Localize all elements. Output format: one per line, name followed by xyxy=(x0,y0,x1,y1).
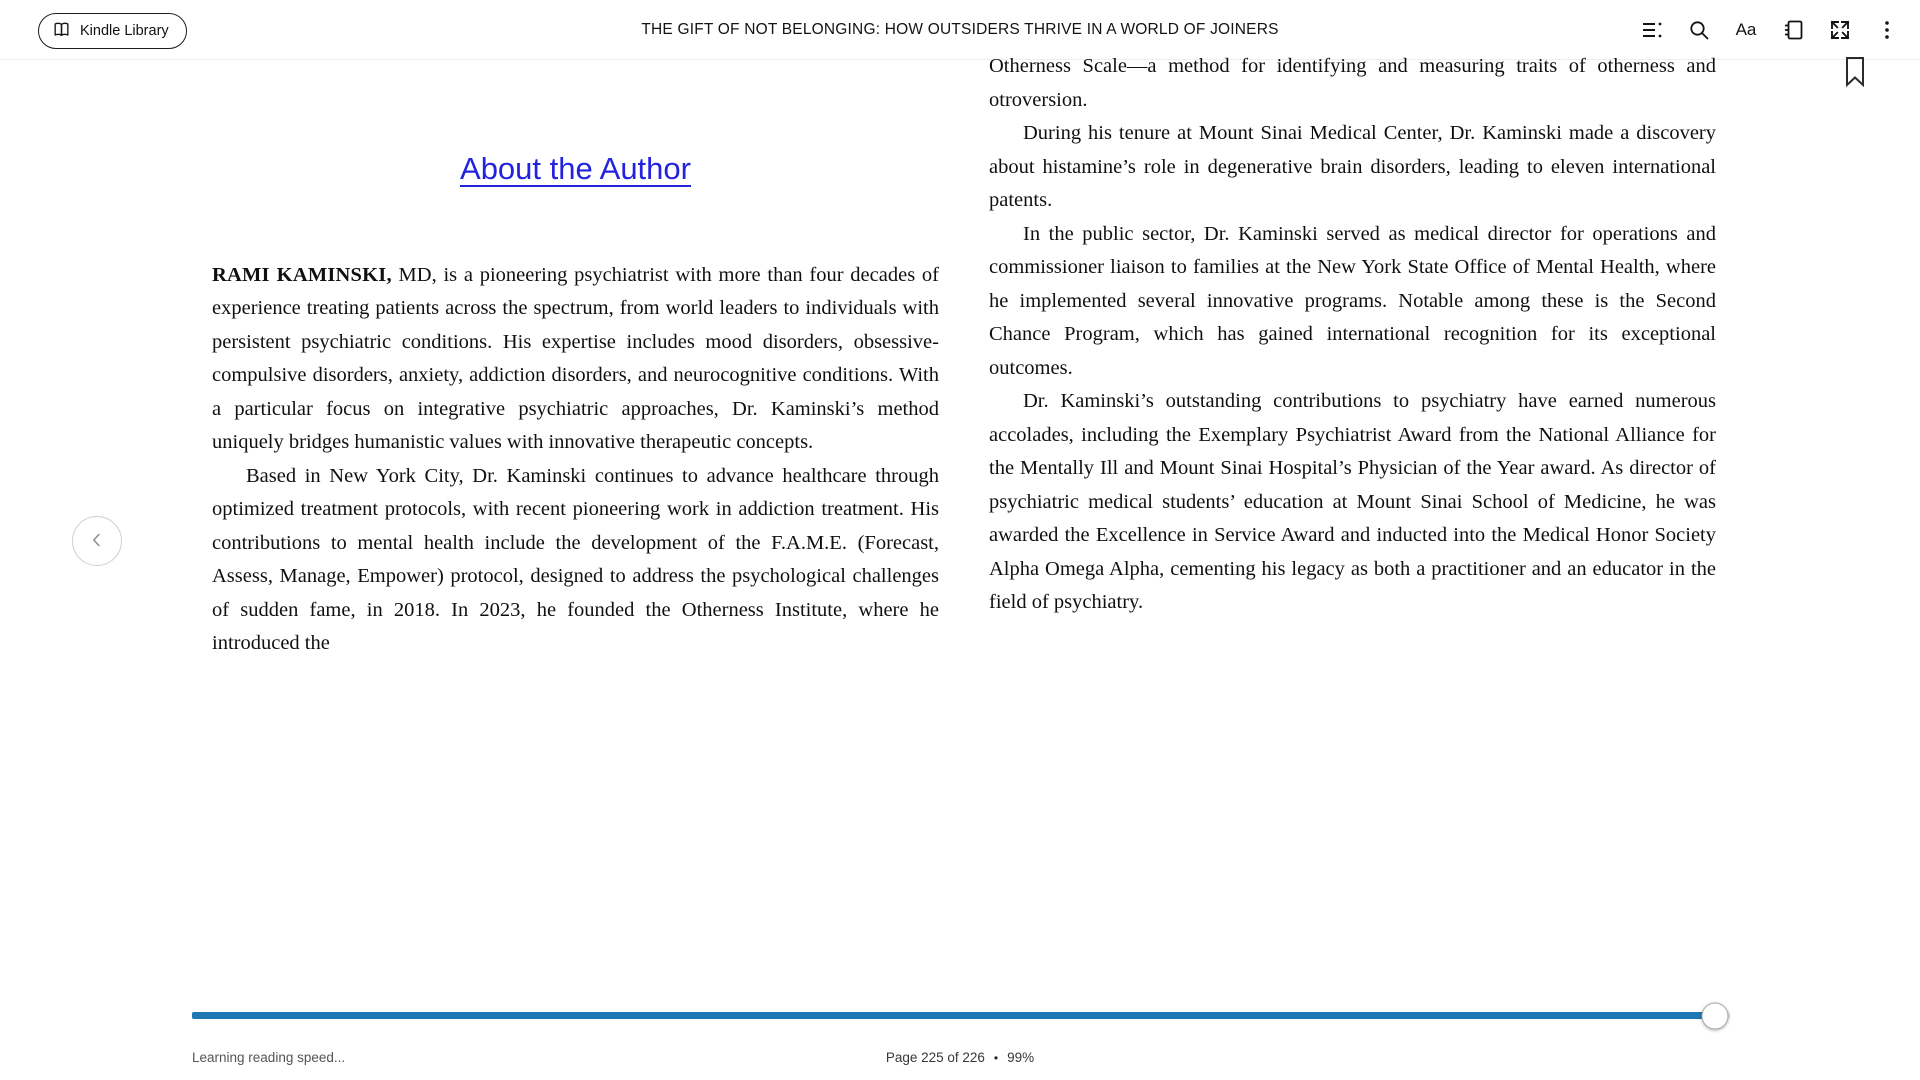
page-info xyxy=(0,1050,1920,1065)
paragraph: Otherness Scale—a method for identifying and measuring traits of otherness and otroversion. xyxy=(989,55,1716,111)
chevron-left-icon xyxy=(86,529,108,554)
page-label: Page 225 of 226 xyxy=(885,1050,985,1065)
reading-speed-status: Learning reading speed... xyxy=(192,1050,346,1065)
paragraph: Based in New York City, Dr. Kaminski continues to advance healthcare through optimized treatment protocols, with recent pioneering work in addiction treatment. His contributions to mental health include the development of the F.A.M.E. (Forecast, Assess, Manage, Empower) protocol, designed to address the psychological challenges of sudden fame, in 2018. In 2023, he founded the Otherness Institute, where he introduced the xyxy=(212,464,939,654)
overflow-menu-icon[interactable] xyxy=(1874,17,1900,43)
progress-slider[interactable] xyxy=(192,1012,1730,1019)
bookmark-icon[interactable] xyxy=(1842,56,1868,90)
author-name: RAMI KAMINSKI, xyxy=(212,263,392,286)
notebook-icon[interactable] xyxy=(1780,17,1806,43)
paragraph xyxy=(212,259,939,460)
book-title: THE GIFT OF NOT BELONGING: HOW OUTSIDERS THRIVE IN A WORLD OF JOINERS xyxy=(641,21,1279,38)
progress-fill xyxy=(192,1012,1715,1019)
fullscreen-icon[interactable] xyxy=(1827,17,1853,43)
separator-dot: • xyxy=(993,1050,999,1065)
paragraph-text: MD, is a pioneering psychiatrist with more than four decades of experience treating patients across the spectrum, from world leaders to individuals with persistent psychiatric conditions. His expertise includes mood disorders, obsessive-compulsive disorders, anxiety, addiction disorders, and neurocognitive conditions. With a particular focus on integrative psychiatric approaches, Dr. Kaminski’s method uniquely bridges humanistic values with innovative therapeutic concepts. xyxy=(212,263,939,453)
paragraph: During his tenure at Mount Sinai Medical Center, Dr. Kaminski made a discovery about histamine’s role in degenerative brain disorders, leading to eleven international patents. xyxy=(989,122,1716,211)
right-text-column xyxy=(989,50,1716,620)
font-settings-button[interactable]: Aa xyxy=(1733,17,1759,43)
paragraph: Dr. Kaminski’s outstanding contributions to psychiatry have earned numerous accolades, including the Exemplary Psychiatrist Award from the National Alliance for the Mentally Ill and Mount Sinai Hospital’s Physician of the Year award. As director of psychiatric medical students’ education at Mount Sinai School of Medicine, he was awarded the Excellence in Service Award and inducted into the Medical Honor Society Alpha Omega Alpha, cementing his legacy as both a practitioner and an educator in the field of psychiatry. xyxy=(989,390,1716,613)
toc-icon[interactable] xyxy=(1639,17,1665,43)
left-text-column xyxy=(212,150,939,661)
section-heading-wrap xyxy=(212,150,939,191)
progress-knob[interactable] xyxy=(1701,1002,1728,1029)
paragraph: In the public sector, Dr. Kaminski served as medical director for operations and commissioner liaison to families at the New York State Office of Mental Health, where he implemented several innovative programs. Notable among these is the Second Chance Program, which has gained international recognition for its exceptional outcomes. xyxy=(989,222,1716,379)
about-the-author-link[interactable]: About the Author xyxy=(460,151,691,186)
percent-label: 99% xyxy=(1007,1050,1035,1065)
kindle-library-label: Kindle Library xyxy=(80,23,169,39)
prev-page-button[interactable] xyxy=(72,516,122,566)
search-icon[interactable] xyxy=(1686,17,1712,43)
